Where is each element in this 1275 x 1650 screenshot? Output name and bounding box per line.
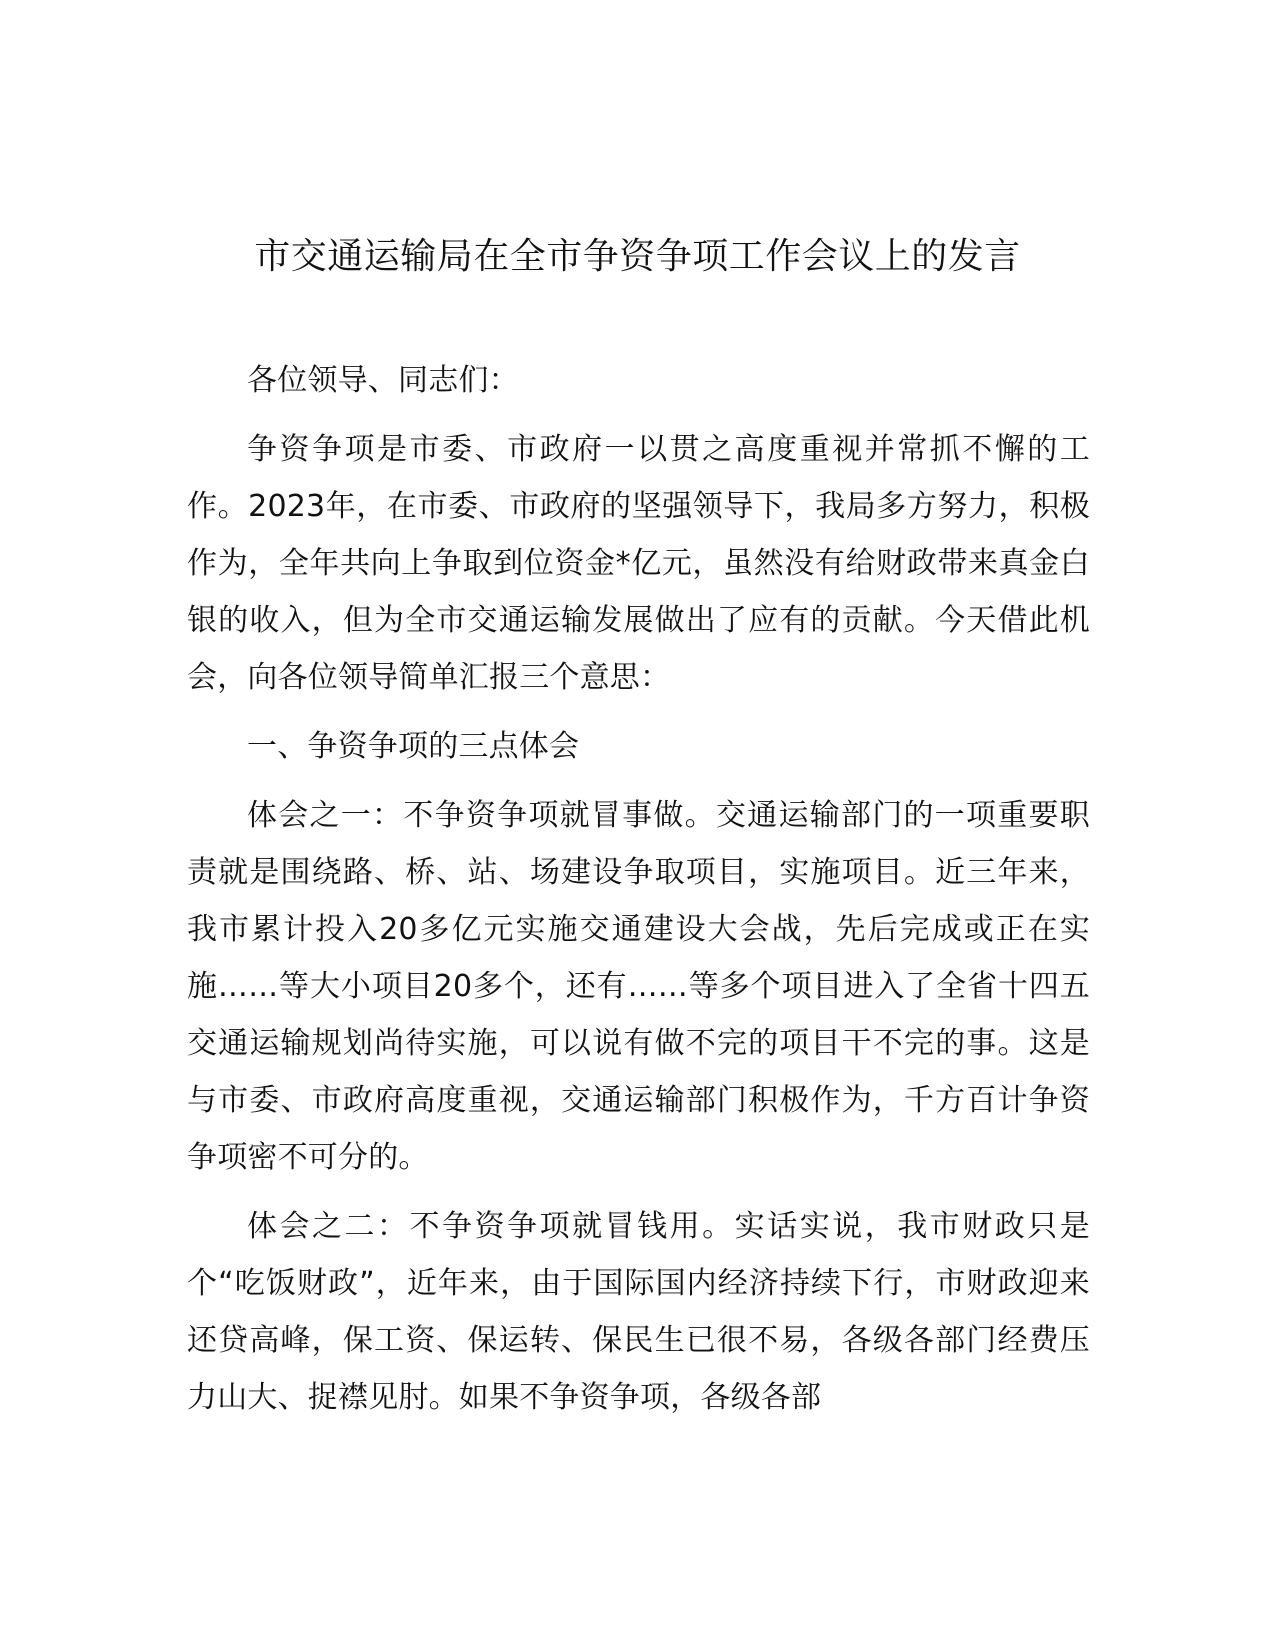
- paragraph-insight-two: 体会之二：不争资争项就冒钱用。实话实说，我市财政只是个“吃饭财政”，近年来，由于国际国内经济持续下行，市财政迎来还贷高峰，保工资、保运转、保民生已很不易，各级各部门经费压力山大、捉襟见肘。如果不争资争项，各级各部: [187, 1209, 1090, 1415]
- salutation: 各位领导、同志们：: [247, 363, 519, 398]
- paragraph-insight-one: 体会之一：不争资争项就冒事做。交通运输部门的一项重要职责就是围绕路、桥、站、场建设争取项目，实施项目。近三年来，我市累计投入20多亿元实施交通建设大会战，先后完成或正在实施……等大小项目20多个，还有……等多个项目进入了全省十四五交通运输规划尚待实施，可以说有做不完的项目干不完的事。这是与市委、市政府高度重视，交通运输部门积极作为，千方百计争资争项密不可分的。: [187, 798, 1090, 1175]
- paragraph-intro: 争资争项是市委、市政府一以贯之高度重视并常抓不懈的工作。2023年，在市委、市政府的坚强领导下，我局多方努力，积极作为，全年共向上争取到位资金*亿元，虽然没有给财政带来真金白银的收入，但为全市交通运输发展做出了应有的贡献。今天借此机会，向各位领导简单汇报三个意思：: [187, 432, 1090, 695]
- document-title: 市交通运输局在全市争资争项工作会议上的发言: [254, 236, 1021, 277]
- document-body: [187, 352, 1090, 1438]
- section-heading: 一、争资争项的三点体会: [247, 729, 580, 764]
